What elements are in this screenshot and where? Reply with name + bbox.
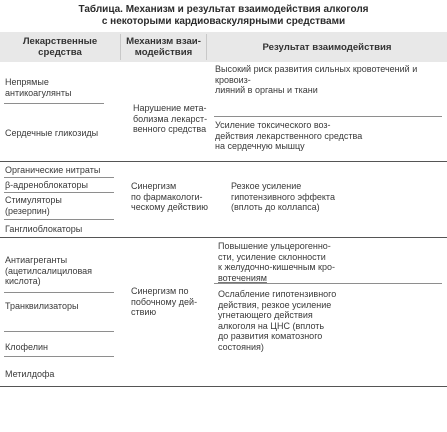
row-rule bbox=[214, 283, 442, 284]
drug-methyldopa: Метилдофа bbox=[5, 369, 55, 379]
table-title-line1: Таблица. Механизм и результат взаимодействия алкоголя bbox=[78, 4, 369, 15]
mechanism-pharmacological-synergism: Синергизм по фармакологи- ческому действию bbox=[131, 181, 208, 212]
mechanism-side-effect-synergism: Синергизм по побочному дей- ствию bbox=[131, 286, 198, 317]
mechanism-metabolism: Нарушение мета- болизма лекарст- венного средства bbox=[133, 103, 208, 134]
section-divider bbox=[0, 161, 447, 162]
drug-clonidine: Клофелин bbox=[5, 342, 48, 352]
row-rule bbox=[4, 356, 114, 357]
table-title-line2: с некоторыми кардиоваскулярными средствами bbox=[101, 16, 346, 27]
drug-stimulators-reserpine: Стимуляторы (резерпин) bbox=[5, 195, 62, 216]
drug-tranquilizers: Транквилизаторы bbox=[5, 301, 79, 311]
drug-cardiac-glycosides: Сердечные гликозиды bbox=[5, 128, 99, 138]
table-bottom-rule bbox=[0, 386, 447, 387]
result-bleeding: Высокий риск развития сильных кровотечений и кровоиз- лияний в органы и ткани bbox=[215, 64, 418, 95]
row-rule bbox=[4, 331, 114, 332]
column-header-drugs: Лекарственные средства bbox=[22, 36, 98, 58]
section-divider bbox=[0, 237, 447, 238]
drug-organic-nitrates: Органические нитраты bbox=[5, 165, 101, 175]
drug-indirect-anticoagulants: Непрямые антикоагулянты bbox=[5, 77, 72, 98]
result-hypotensive-effect: Резкое усиление гипотензивного эффекта (вплоть до коллапса) bbox=[231, 181, 335, 212]
drug-antiplatelets-aspirin: Антиагреганты (ацетилсалициловая кислота) bbox=[5, 255, 93, 286]
result-ulcerogenicity: Повышение ульцерогенно- сти, усиление склонности к желудочно-кишечным кро- вотечениям bbox=[218, 241, 335, 283]
row-rule bbox=[4, 103, 104, 104]
row-rule bbox=[4, 192, 114, 193]
column-header-result: Результат взаимодействия bbox=[262, 41, 392, 53]
column-header-mechanism: Механизм взаи- модействия bbox=[126, 36, 201, 58]
result-cns-depression: Ослабление гипотензивного действия, резкое усиление угнетающего действия алкоголя на ЦНС (вплоть до развития коматозного состояния) bbox=[218, 289, 337, 352]
row-rule bbox=[4, 177, 114, 178]
row-rule bbox=[214, 116, 442, 117]
drug-beta-blockers: β-адреноблокаторы bbox=[5, 180, 88, 190]
row-rule bbox=[4, 219, 114, 220]
result-cardiac-toxicity: Усиление токсического воз- действия лекарственного средства на сердечную мышцу bbox=[215, 120, 363, 151]
row-rule bbox=[4, 292, 114, 293]
drug-ganglionic-blockers: Ганглиоблокаторы bbox=[5, 224, 83, 234]
